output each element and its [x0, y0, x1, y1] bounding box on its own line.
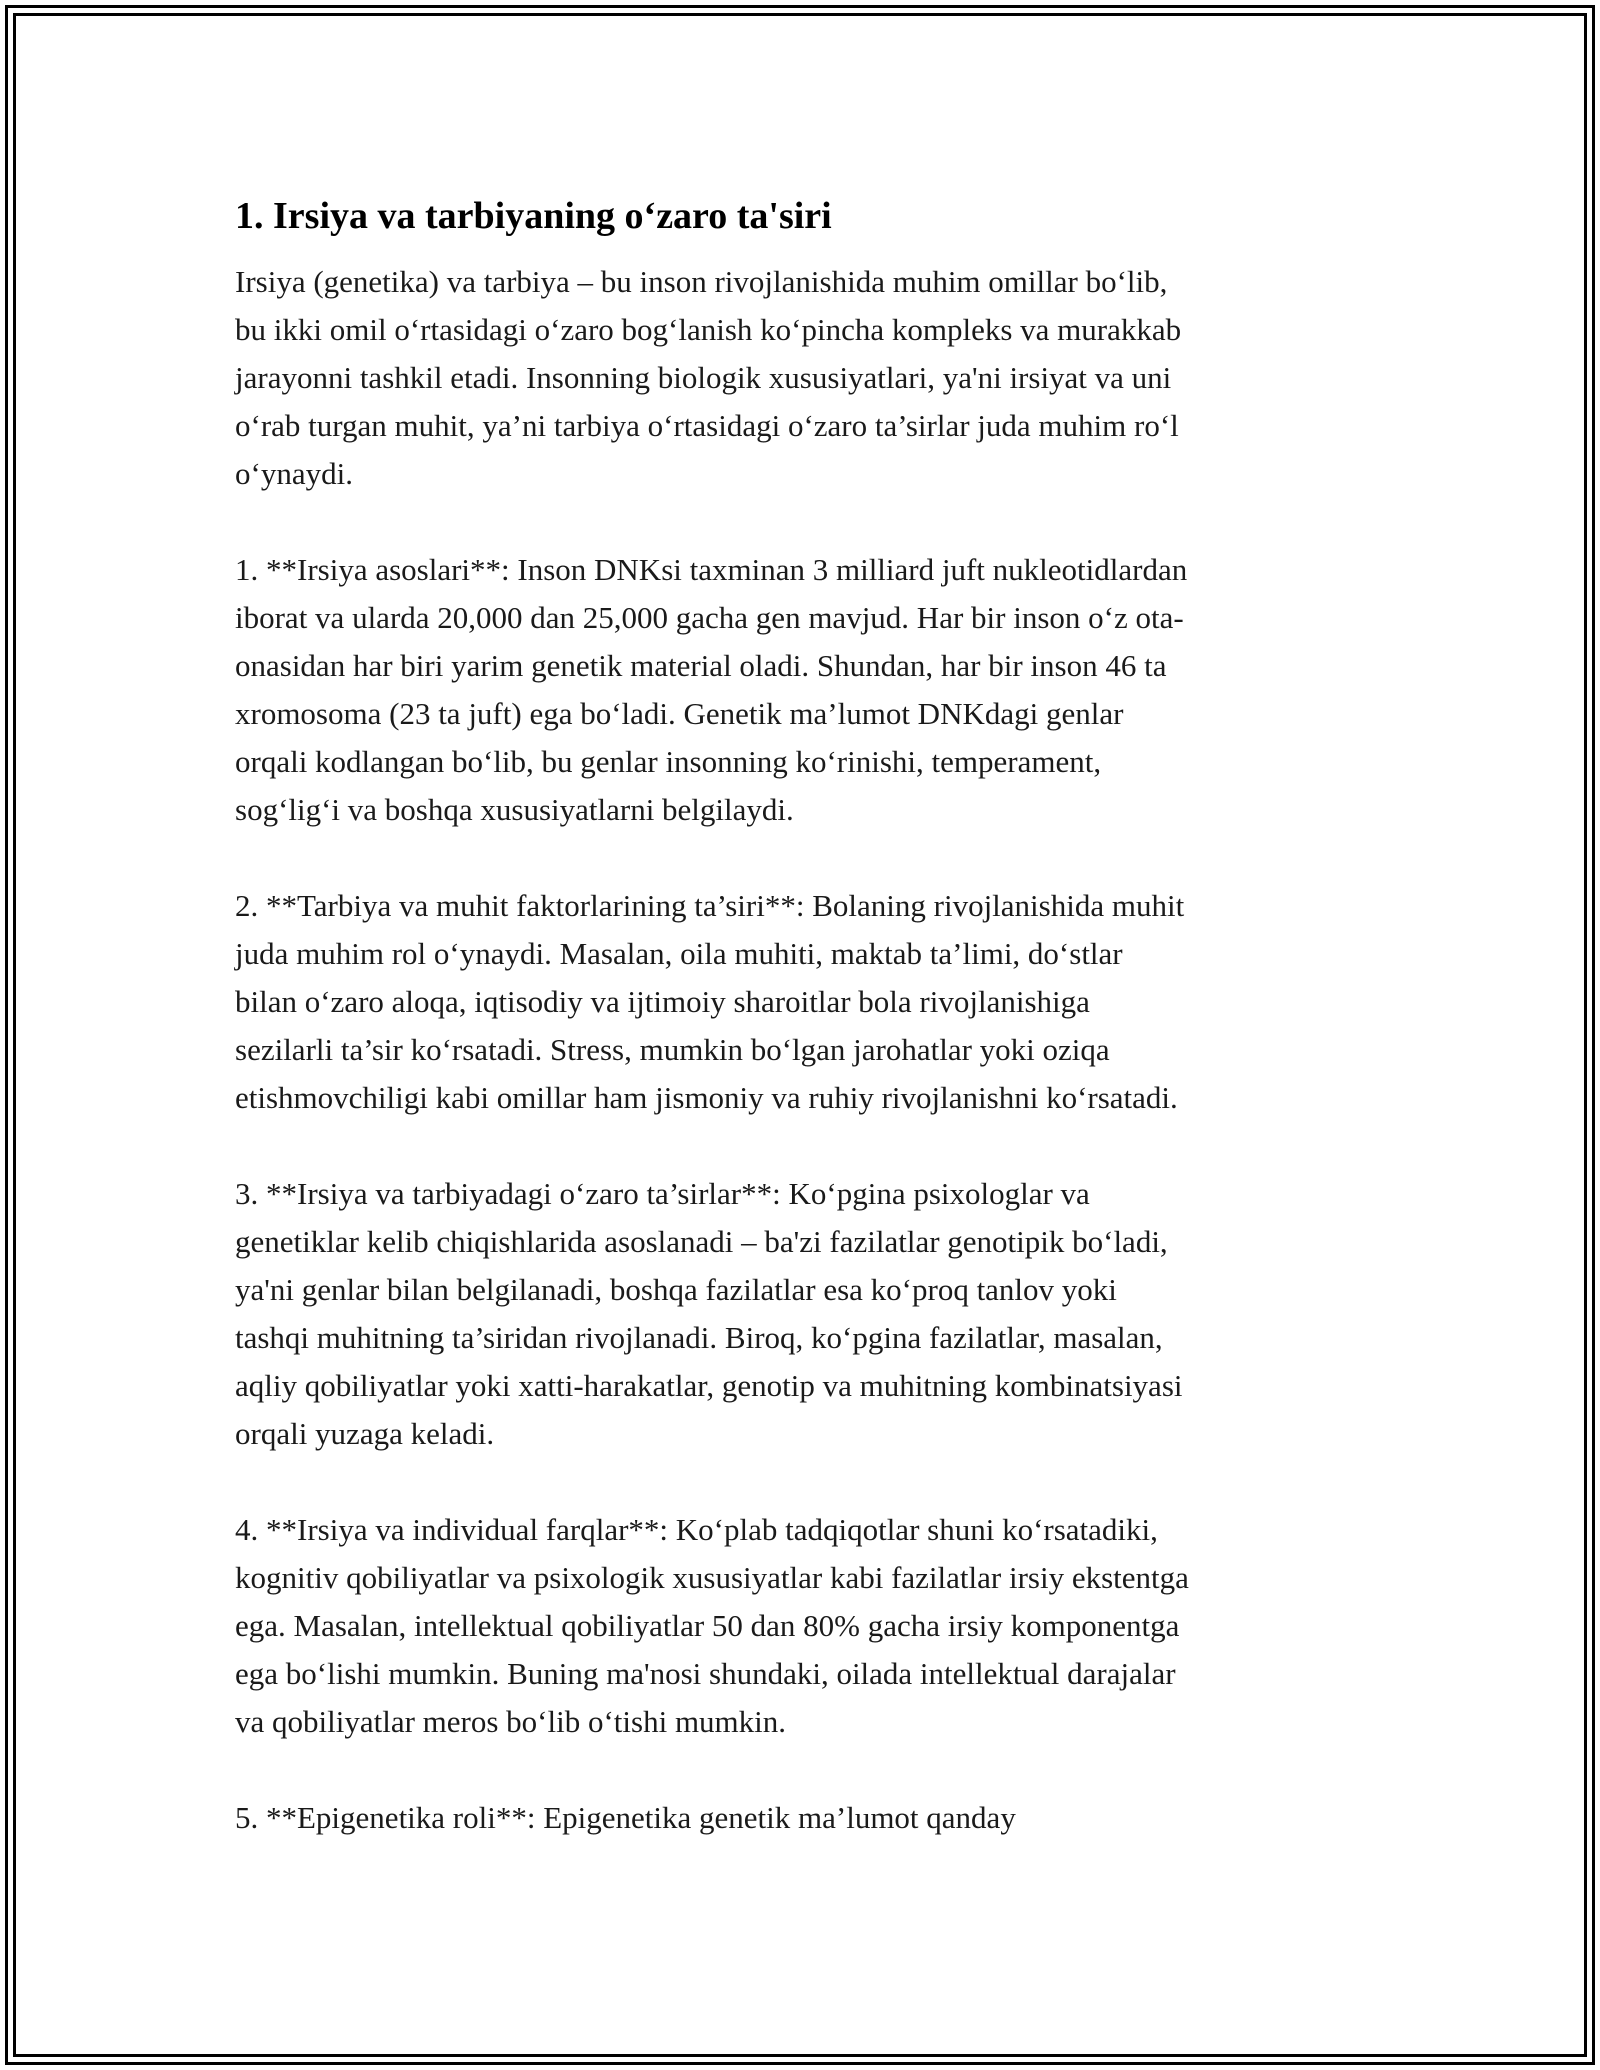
paragraph-tarbiya-muhit: 2. **Tarbiya va muhit faktorlarining ta’siri**: Bolaning rivojlanishida muhit juda muhim rol o‘ynaydi. Masalan, oila muhiti, maktab ta’limi, do‘stlar bilan o‘zaro aloqa, iqtisodiy va ijtimoiy sharoitlar bola rivojlanishiga sezilarli ta’sir ko‘rsatadi. Stress, mumkin bo‘lgan jarohatlar yoki oziqa etishmovchiligi kabi omillar ham jismoniy va ruhiy rivojlanishni ko‘rsatadi.	[235, 888, 1185, 1115]
paragraph-individual-farqlar: 4. **Irsiya va individual farqlar**: Ko‘plab tadqiqotlar shuni ko‘rsatadiki, kognitiv qobiliyatlar va psixologik xususiyatlar kabi fazilatlar irsiy ekstentga ega. Masalan, intellektual qobiliyatlar 50 dan 80% gacha irsiy komponentga ega bo‘lishi mumkin. Buning ma'nosi shundaki, oilada intellektual darajalar va qobiliyatlar meros bo‘lib o‘tishi mumkin.	[235, 1512, 1189, 1739]
paragraph-irsiya-asoslari: 1. **Irsiya asoslari**: Inson DNKsi taxminan 3 milliard juft nukleotidlardan iborat va ularda 20,000 dan 25,000 gacha gen mavjud. Har bir inson o‘z ota- onasidan har biri yarim genetik material oladi. Shundan, har bir inson 46 ta xromosoma (23 ta juft) ega bo‘ladi. Genetik ma’lumot DNKdagi genlar orqali kodlangan bo‘lib, bu genlar insonning ko‘rinishi, temperament, sog‘lig‘i va boshqa xususiyatlarni belgilaydi.	[235, 552, 1188, 827]
paragraph-epigenetika: 5. **Epigenetika roli**: Epigenetika genetik ma’lumot qanday	[235, 1800, 1016, 1835]
document-body	[235, 186, 1375, 1842]
paragraph-intro: Irsiya (genetika) va tarbiya – bu inson rivojlanishida muhim omillar bo‘lib, bu ikki omil o‘rtasidagi o‘zaro bog‘lanish ko‘pincha kompleks va murakkab jarayonni tashkil etadi. Insonning biologik xususiyatlari, ya'ni irsiyat va uni o‘rab turgan muhit, ya’ni tarbiya o‘rtasidagi o‘zaro ta’sirlar juda muhim ro‘l o‘ynaydi.	[235, 264, 1182, 491]
document-title: 1. Irsiya va tarbiyaning o‘zaro ta'siri	[235, 195, 832, 237]
paragraph-ozaro-tasirlar: 3. **Irsiya va tarbiyadagi o‘zaro ta’sirlar**: Ko‘pgina psixologlar va genetiklar kelib chiqishlarida asoslanadi – ba'zi fazilatlar genotipik bo‘ladi, ya'ni genlar bilan belgilanadi, boshqa fazilatlar esa ko‘proq tanlov yoki tashqi muhitning ta’siridan rivojlanadi. Biroq, ko‘pgina fazilatlar, masalan, aqliy qobiliyatlar yoki xatti-harakatlar, genotip va muhitning kombinatsiyasi orqali yuzaga keladi.	[235, 1176, 1183, 1451]
